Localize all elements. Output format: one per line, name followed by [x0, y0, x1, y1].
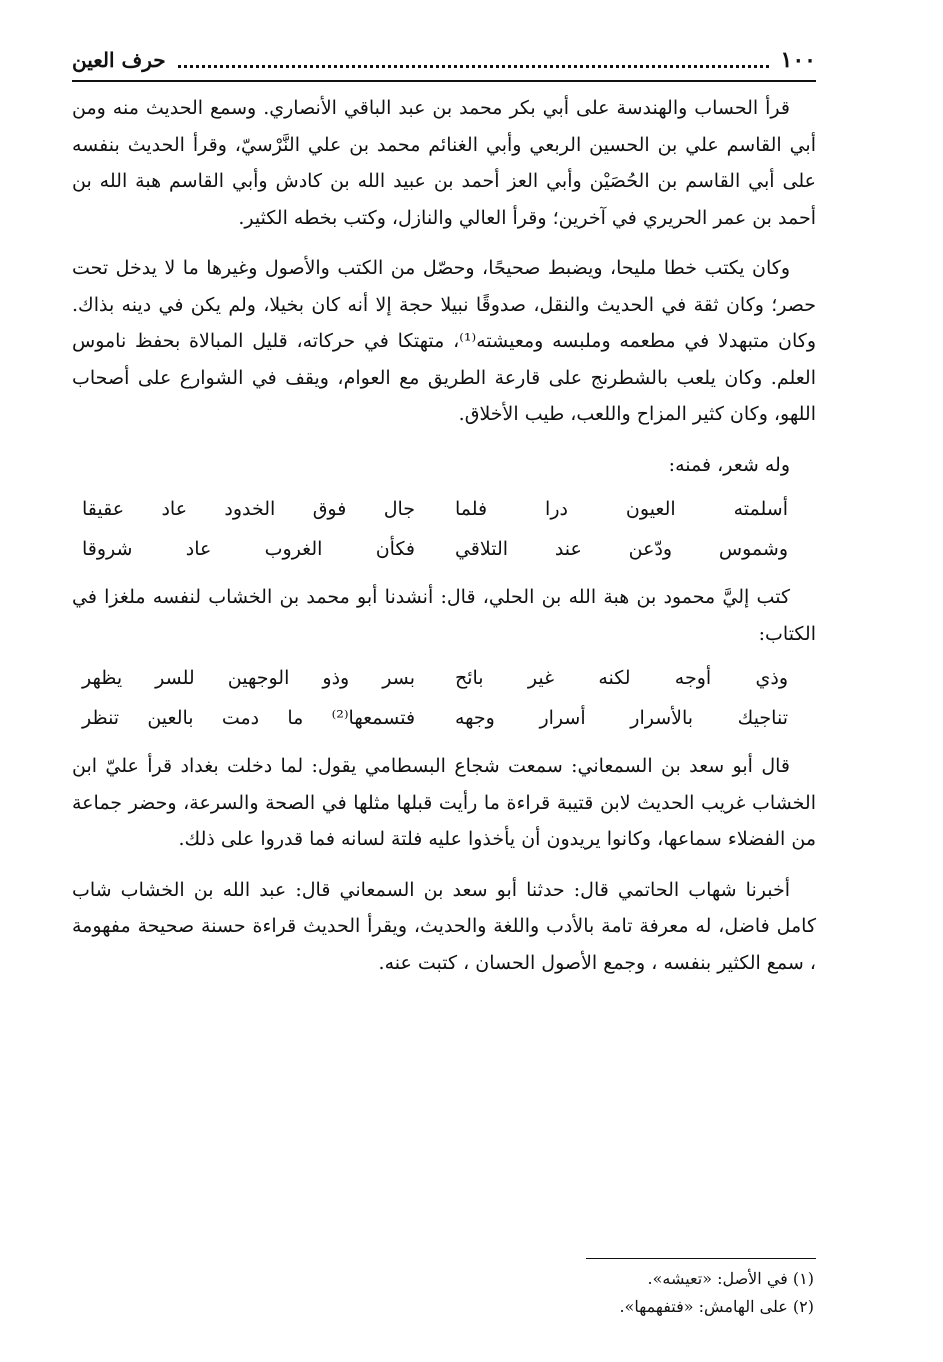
verse-line — [82, 489, 806, 529]
paragraph: أخبرنا شهاب الحاتمي قال: حدثنا أبو سعد بن السمعاني قال: عبد الله بن الخشاب شاب كامل فاضل، له معرفة تامة بالأدب واللغة والحديث، ويقرأ الحديث قراءة حسنة صحيحة مفهومة ، سمع الكثير بنفسه ، وجمع الأصول الحسان ، كتبت عنه. — [72, 878, 816, 974]
verse-second-hemistich: جال فوق الخدود عاد عقيقا — [82, 498, 416, 520]
footnote: (١) في الأصل: «تعيشه». — [647, 1269, 814, 1288]
paragraph: وكان يكتب خطا مليحا، ويضبط صحيحًا، وحصّل من الكتب والأصول وغيرها ما لا يدخل تحت حصر؛ وكان ثقة في الحديث والنقل، صدوقًا نبيلا حجة إلا أنه كان بخيلا، ولم يكن في دينه بذاك. وكان متبهدلا في مطعمه وملبسه ومعيشته⁽¹⁾، متهتكا في حركاته، قليل المبالاة بحفظ ناموس العلم. وكان يلعب بالشطرنج على قارعة الطريق مع العوام، ويقف في الشوارع على أصحاب اللهو، وكان كثير المزاح واللعب، طيب الأخلاق. — [72, 257, 816, 425]
book-page — [72, 36, 816, 1346]
header-rule — [72, 80, 816, 82]
verse-second-hemistich: فتسمعها⁽²⁾ ما دمت بالعين تنظر — [82, 707, 416, 729]
verse-second-hemistich: فكأن الغروب عاد شروقا — [82, 538, 416, 560]
chapter-title: حرف العين — [72, 48, 166, 72]
verse-first-hemistich: أسلمته العيون درا فلما — [454, 498, 788, 520]
footnote: (٢) على الهامش: «فتفهمها». — [619, 1297, 814, 1316]
running-header — [72, 44, 816, 76]
page-number: ١٠٠ — [780, 47, 816, 73]
footnote-rule — [586, 1258, 816, 1259]
paragraph: قرأ الحساب والهندسة على أبي بكر محمد بن عبد الباقي الأنصاري. وسمع الحديث منه ومن أبي القاسم علي بن الحسين الربعي وأبي الغنائم محمد بن علي النَّرْسيّ، وقرأ الحديث بنفسه على أبي القاسم بن الحُصَيْن وأبي العز أحمد بن عبيد الله بن كادش وأبي القاسم هبة الله بن أحمد بن عمر الحريري في آخرين؛ وقرأ العالي والنازل، وكتب بخطه الكثير. — [72, 97, 816, 229]
header-dotted-leader — [178, 65, 769, 68]
poem — [82, 658, 806, 738]
body-text — [72, 90, 816, 995]
verse-second-hemistich: بسر وذو الوجهين للسر يظهر — [82, 667, 416, 689]
verse-first-hemistich: تناجيك بالأسرار أسرار وجهه — [454, 707, 788, 729]
paragraph: وله شعر، فمنه: — [668, 453, 790, 476]
verse-first-hemistich: وذي أوجه لكنه غير بائح — [454, 667, 788, 689]
poem — [82, 489, 806, 569]
paragraph: كتب إليَّ محمود بن هبة الله بن الحلي، قال: أنشدنا أبو محمد بن الخشاب لنفسه ملغزا في الكتاب: — [72, 586, 816, 645]
verse-line — [82, 698, 806, 738]
verse-line — [82, 658, 806, 698]
paragraph: قال أبو سعد بن السمعاني: سمعت شجاع البسطامي يقول: لما دخلت بغداد قرأ عليّ ابن الخشاب غريب الحديث لابن قتيبة قراءة ما رأيت قبلها مثلها في الصحة والسرعة، وحضر جماعة من الفضلاء سماعها، وكانوا يريدون أن يأخذوا عليه فلتة لسانه فما قدروا على ذلك. — [72, 755, 816, 850]
verse-first-hemistich: وشموس ودّعن عند التلاقي — [454, 538, 788, 560]
footnotes — [72, 1258, 816, 1321]
verse-line — [82, 529, 806, 569]
